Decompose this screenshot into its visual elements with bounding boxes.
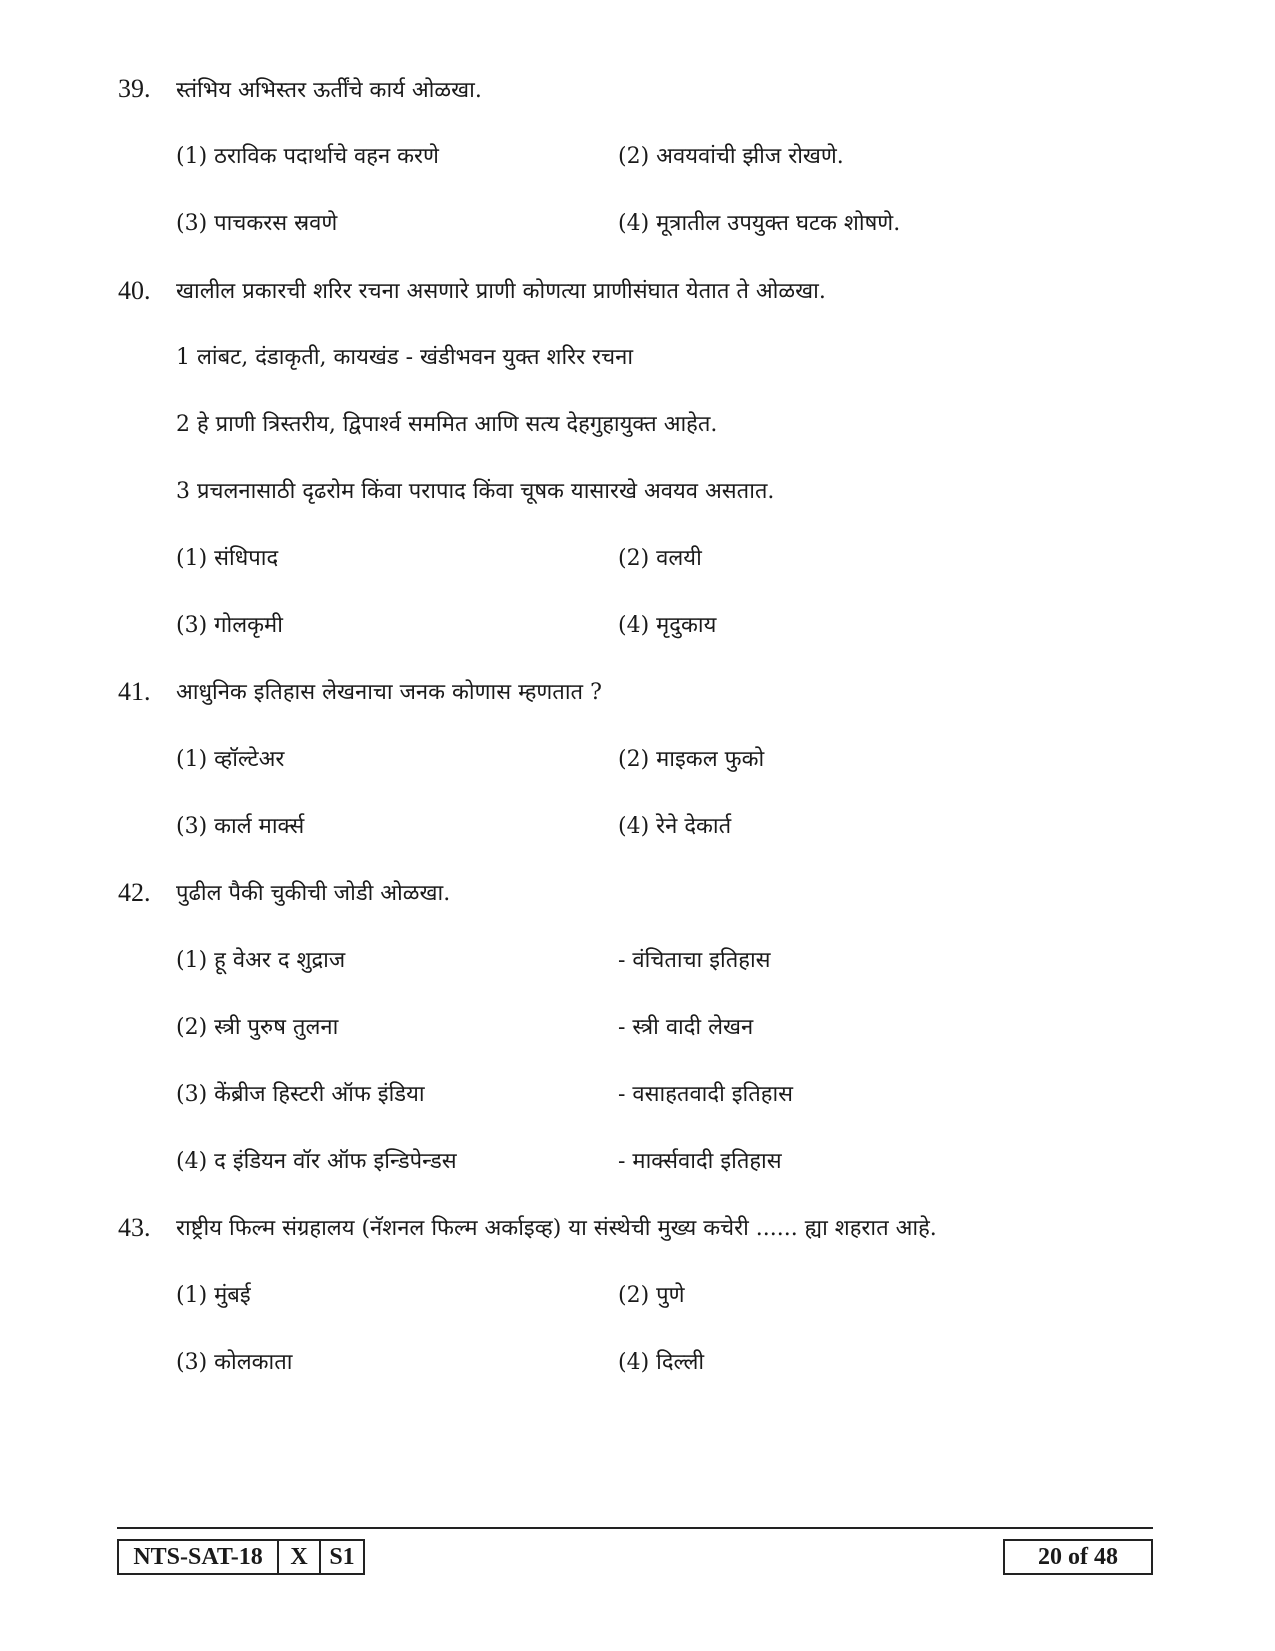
option-2: (2) वलयी (618, 546, 702, 571)
question-number: 42. (118, 878, 151, 907)
question-text: स्तंभिय अभिस्तर ऊर्तींचे कार्य ओळखा. (176, 78, 482, 103)
option-3: (3) पाचकरस स्रवणे (176, 211, 338, 236)
pair-4-right: - मार्क्सवादी इतिहास (618, 1149, 782, 1174)
exam-code: NTS-SAT-18 (117, 1539, 279, 1575)
question-text: राष्ट्रीय फिल्म संग्रहालय (नॅशनल फिल्म अर्काइव्ह) या संस्थेची मुख्य कचेरी ...... ह्या शहरात आहे. (176, 1216, 937, 1241)
pair-3-right: - वसाहतवादी इतिहास (618, 1082, 794, 1107)
exam-code-box (117, 1539, 363, 1575)
option-2: (2) पुणे (618, 1283, 685, 1308)
exam-set: X (277, 1539, 321, 1575)
option-4: (4) मूत्रातील उपयुक्त घटक शोषणे. (618, 211, 901, 236)
option-4: (4) रेने देकार्त (618, 814, 732, 839)
pair-2-left: (2) स्त्री पुरुष तुलना (176, 1015, 339, 1040)
option-1: (1) ठराविक पदार्थाचे वहन करणे (176, 144, 439, 169)
option-1: (1) संधिपाद (176, 546, 279, 571)
statement-2: 2 हे प्राणी त्रिस्तरीय, द्विपार्श्व सममित आणि सत्य देहगुहायुक्त आहेत. (176, 412, 718, 437)
option-3: (3) कार्ल मार्क्स (176, 814, 305, 839)
question-number: 41. (118, 677, 151, 706)
option-3: (3) कोलकाता (176, 1350, 293, 1375)
pair-1-right: - वंचिताचा इतिहास (618, 948, 771, 973)
statement-3: 3 प्रचलनासाठी दृढरोम किंवा परापाद किंवा चूषक यासारखे अवयव असतात. (176, 479, 775, 504)
pair-3-left: (3) केंब्रीज हिस्टरी ऑफ इंडिया (176, 1082, 425, 1107)
option-1: (1) मुंबई (176, 1283, 251, 1308)
footer-rule (117, 1527, 1153, 1529)
question-number: 39. (118, 74, 151, 103)
option-3: (3) गोलकृमी (176, 613, 283, 638)
question-text: पुढील पैकी चुकीची जोडी ओळखा. (176, 881, 451, 906)
pair-1-left: (1) हू वेअर द शुद्राज (176, 948, 346, 973)
option-2: (2) अवयवांची झीज रोखणे. (618, 144, 844, 169)
question-text: आधुनिक इतिहास लेखनाचा जनक कोणास म्हणतात ? (176, 680, 602, 705)
option-4: (4) मृदुकाय (618, 613, 717, 638)
statement-1: 1 लांबट, दंडाकृती, कायखंड - खंडीभवन युक्त शरिर रचना (176, 345, 634, 370)
option-1: (1) व्हॉल्टेअर (176, 747, 285, 772)
exam-series: S1 (319, 1539, 365, 1575)
option-2: (2) माइकल फुको (618, 747, 765, 772)
question-number: 40. (118, 276, 151, 305)
question-number: 43. (118, 1213, 151, 1242)
pair-2-right: - स्त्री वादी लेखन (618, 1015, 754, 1040)
pair-4-left: (4) द इंडियन वॉर ऑफ इन्डिपेन्डस (176, 1149, 457, 1174)
option-4: (4) दिल्ली (618, 1350, 705, 1375)
question-text: खालील प्रकारची शरिर रचना असणारे प्राणी कोणत्या प्राणीसंघात येतात ते ओळखा. (176, 279, 826, 304)
page-number: 20 of 48 (1003, 1539, 1153, 1575)
